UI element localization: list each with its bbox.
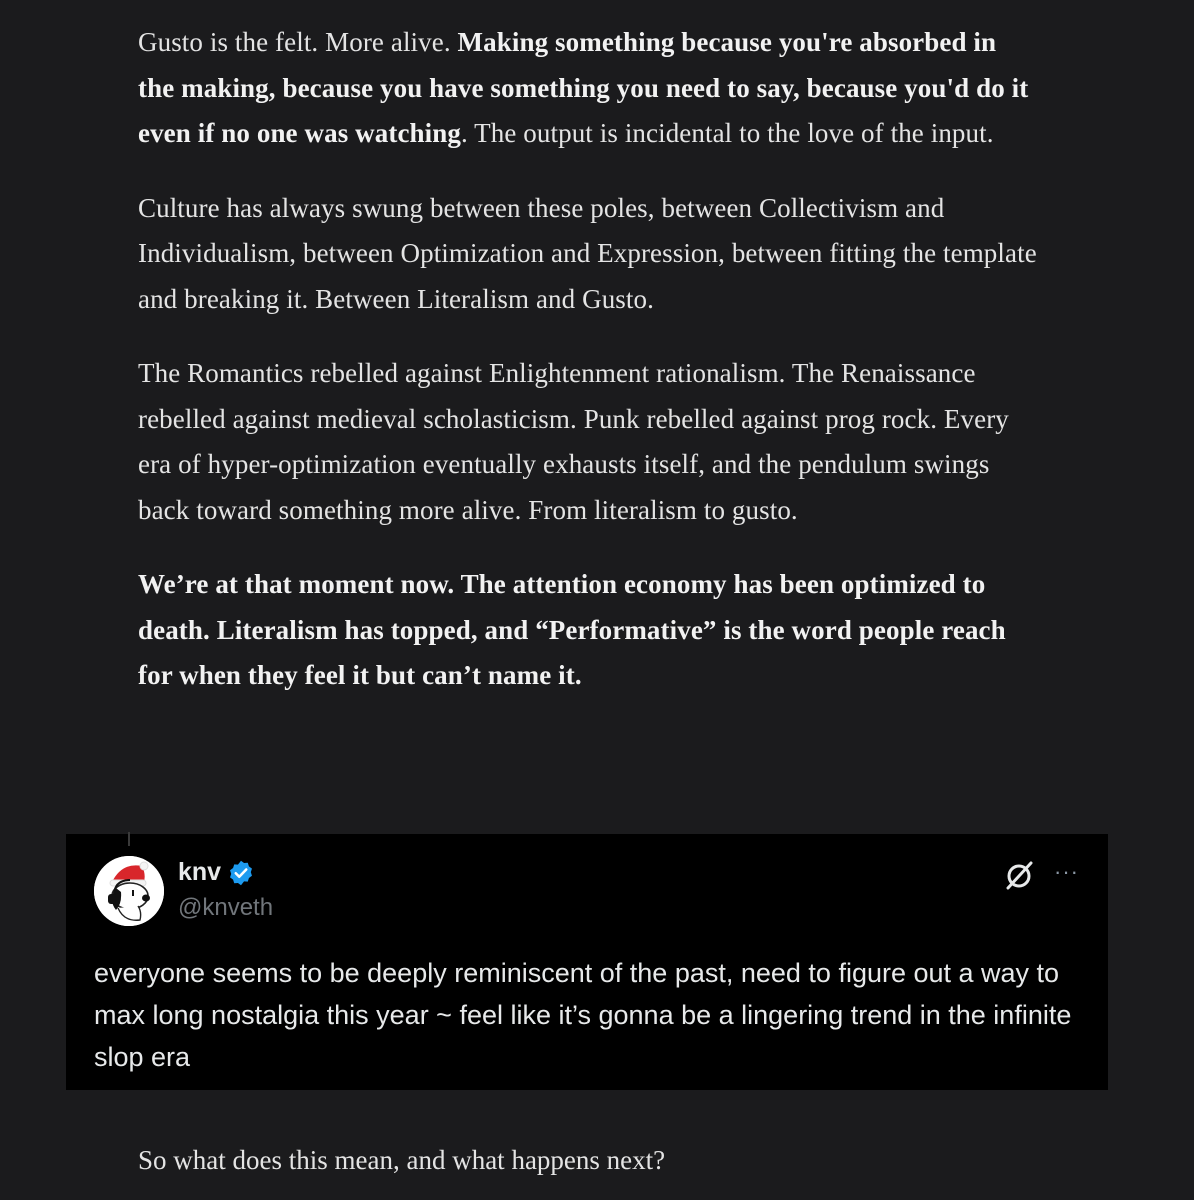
tweet-handle[interactable]: @knveth [178, 894, 274, 921]
paragraph-romantics: The Romantics rebelled against Enlightenment rationalism. The Renaissance rebelled against medieval scholasticism. Punk rebelled against prog rock. Every era of hyper-optimization eventually exhausts itself, and the pendulum swings back toward something more alive. From literalism to gusto. [138, 358, 1009, 525]
paragraph-culture: Culture has always swung between these poles, between Collectivism and Individualism, between Optimization and Expression, between fitting the template and breaking it. Between Literalism and Gusto. [138, 192, 1037, 314]
thread-line [128, 832, 130, 846]
paragraph-next: So what does this mean, and what happens next? [138, 1145, 666, 1175]
verified-badge-icon [227, 859, 255, 887]
embedded-tweet[interactable] [66, 834, 1108, 1090]
more-icon[interactable]: ··· [1054, 859, 1079, 884]
grok-icon[interactable] [1002, 858, 1036, 892]
avatar[interactable] [94, 856, 164, 926]
tweet-text: everyone seems to be deeply reminiscent of the past, need to figure out a way to max long nostalgia this year ~ feel like it’s gonna be a lingering trend in the infinite slop era [94, 958, 1072, 1072]
tweet-author-name[interactable]: knv [178, 858, 222, 886]
avatar-snoopy-santa-icon [94, 856, 164, 926]
paragraph-gusto [138, 20, 1038, 157]
tweet-author[interactable] [178, 858, 255, 887]
paragraph-moment-bold: We’re at that moment now. The attention economy has been optimized to death. Literalism has topped, and “Performative” is the word people reach for when they feel it but can’t name it. [138, 569, 1006, 690]
article-body [138, 20, 1038, 728]
paragraph-moment [138, 562, 1038, 699]
paragraph-gusto-lead: Gusto is the felt. More alive. [138, 27, 458, 57]
paragraph-gusto-bold: Making something because you're absorbed in the making, because you have something you need to say, because you'd do it even if no one was watching [138, 27, 1029, 148]
paragraph-gusto-tail: . The output is incidental to the love of the input. [460, 118, 994, 148]
